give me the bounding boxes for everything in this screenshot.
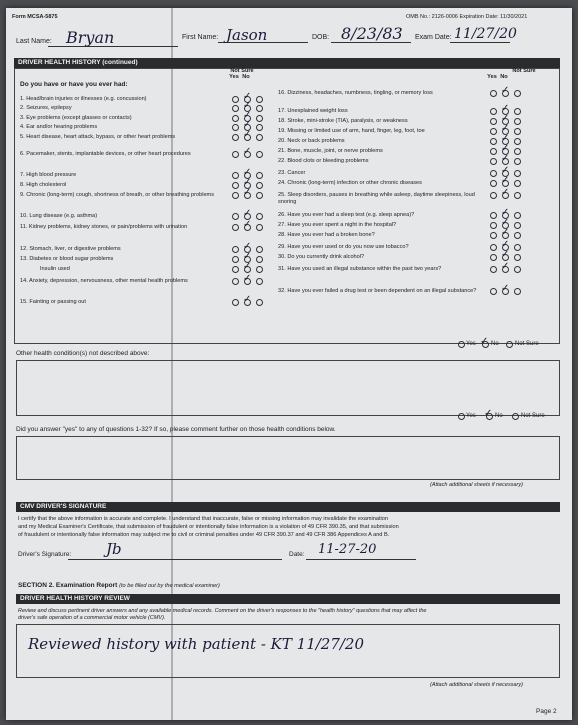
left-q14-check: ✓ bbox=[243, 261, 252, 272]
section2-subtitle: (to be filled out by the medical examiner) bbox=[119, 583, 220, 589]
comment-field[interactable] bbox=[16, 436, 560, 480]
other-conditions-field[interactable] bbox=[16, 360, 560, 416]
right-q20-not-sure-radio[interactable] bbox=[514, 138, 521, 145]
left-question-1: 1. Head/brain injuries or illnesses (e.g. concussion) bbox=[20, 96, 147, 102]
right-q25-not-sure-radio[interactable] bbox=[514, 192, 521, 199]
other-yes-radio[interactable] bbox=[458, 341, 465, 348]
right-question-28: 28. Have you ever had a broken bone? bbox=[278, 232, 375, 238]
right-q19-not-sure-radio[interactable] bbox=[514, 128, 521, 135]
right-question-30: 30. Do you currently drink alcohol? bbox=[278, 254, 365, 260]
right-q23-yes-radio[interactable] bbox=[490, 170, 497, 177]
right-q29-check: ✓ bbox=[501, 239, 510, 250]
left-q5-yes-radio[interactable] bbox=[232, 134, 239, 141]
right-q31-not-sure-radio[interactable] bbox=[514, 266, 521, 273]
left-q1-yes-radio[interactable] bbox=[232, 96, 239, 103]
left-q15-check: ✓ bbox=[243, 273, 252, 284]
right-question-16: 16. Dizziness, headaches, numbness, tingling, or memory loss bbox=[278, 90, 433, 96]
left-q6-check: ✓ bbox=[243, 146, 252, 157]
right-q23-check: ✓ bbox=[501, 165, 510, 176]
right-q25-yes-radio[interactable] bbox=[490, 192, 497, 199]
left-q4-yes-radio[interactable] bbox=[232, 124, 239, 131]
right-question-25: 25. Sleep disorders, pauses in breathing while asleep, daytime sleepiness, loud snoring bbox=[278, 192, 475, 205]
right-q18-not-sure-radio[interactable] bbox=[514, 118, 521, 125]
left-q3-not-sure-radio[interactable] bbox=[256, 115, 263, 122]
left-q7-check: ✓ bbox=[243, 167, 252, 178]
right-q22-not-sure-radio[interactable] bbox=[514, 158, 521, 165]
left-question-13: 13. Diabetes or blood sugar problems bbox=[20, 256, 114, 262]
right-q32-not-sure-radio[interactable] bbox=[514, 288, 521, 295]
dob-label: DOB: bbox=[312, 34, 330, 41]
left-q7-not-sure-radio[interactable] bbox=[256, 172, 263, 179]
health-history-title: DRIVER HEALTH HISTORY (continued) bbox=[14, 58, 560, 68]
form-id: Form MCSA-5875 bbox=[12, 14, 58, 20]
right-q20-yes-radio[interactable] bbox=[490, 138, 497, 145]
left-q8-not-sure-radio[interactable] bbox=[256, 182, 263, 189]
other-conditions-label: Other health condition(s) not described above: bbox=[16, 350, 150, 357]
comment-question-label: Did you answer "yes" to any of questions 1-32? If so, please comment further on those health conditions below. bbox=[16, 426, 336, 433]
right-q16-check: ✓ bbox=[501, 85, 510, 96]
page-number: Page 2 bbox=[536, 708, 557, 715]
right-yes-head: Yes bbox=[487, 74, 497, 80]
left-q15-not-sure-radio[interactable] bbox=[256, 278, 263, 285]
right-question-29: 29. Have you ever used or do you now use tobacco? bbox=[278, 244, 409, 250]
dob-value[interactable]: 8/23/83 bbox=[341, 24, 403, 43]
review-comment-value[interactable]: Reviewed history with patient - KT 11/27/20 bbox=[28, 635, 365, 653]
left-q11-yes-radio[interactable] bbox=[232, 224, 239, 231]
last-name-label: Last Name: bbox=[16, 38, 52, 45]
exam-date-line bbox=[450, 42, 510, 43]
right-question-22: 22. Blood clots or bleeding problems bbox=[278, 158, 369, 164]
exam-date-value[interactable]: 11/27/20 bbox=[454, 26, 517, 42]
left-question-7: 7. High blood pressure bbox=[20, 172, 77, 178]
left-question-12: 12. Stomach, liver, or digestive problems bbox=[20, 246, 121, 252]
review-attach-note: (Attach additional sheets if necessary) bbox=[430, 682, 523, 688]
section2-title bbox=[18, 582, 220, 589]
left-q12-check: ✓ bbox=[243, 241, 252, 252]
left-q6-yes-radio[interactable] bbox=[232, 151, 239, 158]
left-q12-not-sure-radio[interactable] bbox=[256, 246, 263, 253]
certify-line-2: and my Medical Examiner's Certificate, that submission of fraudulent or intentionally false information is a violation of 49 CFR 390.35, and that submission bbox=[18, 524, 399, 530]
left-yes-head: Yes bbox=[229, 74, 239, 80]
left-q8-check: ✓ bbox=[243, 177, 252, 188]
comment-attach-note: (Attach additional sheets if necessary) bbox=[430, 482, 523, 488]
left-q5-check: ✓ bbox=[243, 129, 252, 140]
left-q9-check: ✓ bbox=[243, 187, 252, 198]
right-q16-yes-radio[interactable] bbox=[490, 90, 497, 97]
left-question-4: 4. Ear and/or hearing problems bbox=[20, 124, 98, 130]
right-q21-check: ✓ bbox=[501, 143, 510, 154]
right-q29-yes-radio[interactable] bbox=[490, 244, 497, 251]
right-q30-check: ✓ bbox=[501, 249, 510, 260]
driver-signature-label: Driver's Signature: bbox=[18, 551, 72, 558]
left-no-head: No bbox=[242, 74, 250, 80]
right-question-24: 24. Chronic (long-term) infection or other chronic diseases bbox=[278, 180, 422, 186]
right-q23-not-sure-radio[interactable] bbox=[514, 170, 521, 177]
other-yes-label: Yes bbox=[466, 341, 476, 347]
left-q1-check: ✓ bbox=[243, 91, 252, 102]
comment-yes-radio[interactable] bbox=[458, 413, 465, 420]
right-q28-yes-radio[interactable] bbox=[490, 232, 497, 239]
right-q31-check: ✓ bbox=[501, 261, 510, 272]
left-question-14: Insulin used bbox=[40, 266, 70, 272]
left-q2-yes-radio[interactable] bbox=[232, 105, 239, 112]
signature-title: CMV DRIVER'S SIGNATURE bbox=[16, 502, 560, 512]
left-q16-check: ✓ bbox=[243, 294, 252, 305]
left-q10-yes-radio[interactable] bbox=[232, 213, 239, 220]
right-q18-yes-radio[interactable] bbox=[490, 118, 497, 125]
right-q28-not-sure-radio[interactable] bbox=[514, 232, 521, 239]
other-not-sure-label: Not Sure bbox=[515, 341, 539, 347]
left-q9-not-sure-radio[interactable] bbox=[256, 192, 263, 199]
signature-date-label: Date: bbox=[289, 551, 305, 558]
right-no-head: No bbox=[500, 74, 508, 80]
certify-line-3: of fraudulent or intentionally false information may subject me to civil or criminal penalties under 49 CFR 390.37 and 49 CFR 386 Appendices A and B. bbox=[18, 532, 390, 538]
right-q17-not-sure-radio[interactable] bbox=[514, 108, 521, 115]
right-question-32: 32. Have you ever failed a drug test or been dependent on an illegal substance? bbox=[278, 288, 477, 294]
left-not-sure-head: Not Sure bbox=[230, 68, 254, 74]
right-q31-yes-radio[interactable] bbox=[490, 266, 497, 273]
right-not-sure-head: Not Sure bbox=[512, 68, 536, 74]
right-q18-check: ✓ bbox=[501, 113, 510, 124]
left-question-9: 9. Chronic (long-term) cough, shortness of breath, or other breathing problems bbox=[20, 192, 215, 198]
left-q2-not-sure-radio[interactable] bbox=[256, 105, 263, 112]
review-title: DRIVER HEALTH HISTORY REVIEW bbox=[16, 594, 560, 604]
right-q25-check: ✓ bbox=[501, 187, 510, 198]
other-no-check: ✓ bbox=[480, 336, 489, 347]
left-q14-not-sure-radio[interactable] bbox=[256, 266, 263, 273]
right-q22-check: ✓ bbox=[501, 153, 510, 164]
left-question-3: 3. Eye problems (except glasses or contacts) bbox=[20, 115, 132, 121]
left-q13-yes-radio[interactable] bbox=[232, 256, 239, 263]
right-q26-check: ✓ bbox=[501, 207, 510, 218]
left-q11-not-sure-radio[interactable] bbox=[256, 224, 263, 231]
right-q28-check: ✓ bbox=[501, 227, 510, 238]
exam-date-label: Exam Date: bbox=[415, 34, 452, 41]
right-question-21: 21. Bone, muscle, joint, or nerve problems bbox=[278, 148, 383, 154]
comment-not-sure-label: Not Sure bbox=[521, 413, 545, 419]
comment-not-sure-radio[interactable] bbox=[512, 413, 519, 420]
left-q13-check: ✓ bbox=[243, 251, 252, 262]
left-q9-yes-radio[interactable] bbox=[232, 192, 239, 199]
left-q15-yes-radio[interactable] bbox=[232, 278, 239, 285]
driver-signature-line bbox=[68, 559, 282, 560]
left-q3-check: ✓ bbox=[243, 110, 252, 121]
right-q22-yes-radio[interactable] bbox=[490, 158, 497, 165]
other-no-label: No bbox=[491, 341, 499, 347]
comment-no-check: ✓ bbox=[484, 408, 493, 419]
left-q11-check: ✓ bbox=[243, 219, 252, 230]
right-q17-check: ✓ bbox=[501, 103, 510, 114]
right-question-26: 26. Have you ever had a sleep test (e.g. sleep apnea)? bbox=[278, 212, 415, 218]
left-q1-not-sure-radio[interactable] bbox=[256, 96, 263, 103]
right-q19-yes-radio[interactable] bbox=[490, 128, 497, 135]
left-q3-yes-radio[interactable] bbox=[232, 115, 239, 122]
left-q4-not-sure-radio[interactable] bbox=[256, 124, 263, 131]
right-q17-yes-radio[interactable] bbox=[490, 108, 497, 115]
left-question-8: 8. High cholesterol bbox=[20, 182, 67, 188]
right-question-20: 20. Neck or back problems bbox=[278, 138, 345, 144]
right-q20-check: ✓ bbox=[501, 133, 510, 144]
signature-date-line bbox=[306, 559, 416, 560]
right-q29-not-sure-radio[interactable] bbox=[514, 244, 521, 251]
left-q10-not-sure-radio[interactable] bbox=[256, 213, 263, 220]
right-q26-yes-radio[interactable] bbox=[490, 212, 497, 219]
left-question-11: 11. Kidney problems, kidney stones, or pain/problems with urination bbox=[20, 224, 188, 230]
right-q24-not-sure-radio[interactable] bbox=[514, 180, 521, 187]
right-q24-check: ✓ bbox=[501, 175, 510, 186]
left-q7-yes-radio[interactable] bbox=[232, 172, 239, 179]
left-q5-not-sure-radio[interactable] bbox=[256, 134, 263, 141]
comment-no-label: No bbox=[495, 413, 503, 419]
first-name-value[interactable]: Jason bbox=[226, 26, 268, 44]
left-q4-check: ✓ bbox=[243, 119, 252, 130]
right-q21-not-sure-radio[interactable] bbox=[514, 148, 521, 155]
right-q32-check: ✓ bbox=[501, 283, 510, 294]
left-q10-check: ✓ bbox=[243, 208, 252, 219]
right-q24-yes-radio[interactable] bbox=[490, 180, 497, 187]
right-q16-not-sure-radio[interactable] bbox=[514, 90, 521, 97]
form-page bbox=[6, 8, 572, 720]
left-q8-yes-radio[interactable] bbox=[232, 182, 239, 189]
right-q19-check: ✓ bbox=[501, 123, 510, 134]
first-name-label: First Name: bbox=[182, 34, 219, 41]
signature-date-value[interactable]: 11-27-20 bbox=[318, 542, 377, 557]
section2-title-text: SECTION 2. Examination Report bbox=[18, 582, 118, 589]
left-q16-not-sure-radio[interactable] bbox=[256, 299, 263, 306]
right-question-19: 19. Missing or limited use of arm, hand, finger, leg, foot, toe bbox=[278, 128, 425, 134]
left-question-5: 5. Heart disease, heart attack, bypass, or other heart problems bbox=[20, 134, 176, 140]
right-q30-not-sure-radio[interactable] bbox=[514, 254, 521, 261]
other-not-sure-radio[interactable] bbox=[506, 341, 513, 348]
left-question-16: 15. Fainting or passing out bbox=[20, 299, 86, 305]
left-q13-not-sure-radio[interactable] bbox=[256, 256, 263, 263]
right-q27-yes-radio[interactable] bbox=[490, 222, 497, 229]
right-q27-not-sure-radio[interactable] bbox=[514, 222, 521, 229]
comment-yes-label: Yes bbox=[466, 413, 476, 419]
right-question-31: 31. Have you used an illegal substance within the past two years? bbox=[278, 266, 442, 272]
left-q16-yes-radio[interactable] bbox=[232, 299, 239, 306]
left-q14-yes-radio[interactable] bbox=[232, 266, 239, 273]
left-q2-check: ✓ bbox=[243, 100, 252, 111]
certify-line-1: I certify that the above information is accurate and complete. I understand that inaccurate, false or missing information may invalidate the examination bbox=[18, 516, 389, 522]
left-question-10: 10. Lung disease (e.g. asthma) bbox=[20, 213, 98, 219]
right-question-27: 27. Have you ever spent a night in the hospital? bbox=[278, 222, 397, 228]
left-q6-not-sure-radio[interactable] bbox=[256, 151, 263, 158]
last-name-value[interactable]: Bryan bbox=[66, 28, 115, 47]
driver-signature-value[interactable]: Jb bbox=[106, 540, 122, 558]
right-q27-check: ✓ bbox=[501, 217, 510, 228]
health-history-prompt: Do you have or have you ever had: bbox=[20, 81, 128, 88]
right-q32-yes-radio[interactable] bbox=[490, 288, 497, 295]
left-q12-yes-radio[interactable] bbox=[232, 246, 239, 253]
right-q26-not-sure-radio[interactable] bbox=[514, 212, 521, 219]
review-instructions-2: driver's safe operation of a commercial motor vehicle (CMV). bbox=[18, 615, 166, 621]
right-question-23: 23. Cancer bbox=[278, 170, 306, 176]
omb-number: OMB No.: 2126-0006 Expiration Date: 11/30/2021 bbox=[406, 14, 528, 20]
left-question-15: 14. Anxiety, depression, nervousness, other mental health problems bbox=[20, 278, 188, 284]
left-question-6: 6. Pacemaker, stents, implantable devices, or other heart procedures bbox=[20, 151, 191, 157]
right-q30-yes-radio[interactable] bbox=[490, 254, 497, 261]
right-question-17: 17. Unexplained weight loss bbox=[278, 108, 348, 114]
right-question-18: 18. Stroke, mini-stroke (TIA), paralysis, or weakness bbox=[278, 118, 408, 124]
review-instructions-1: Review and discuss pertinent driver answers and any available medical records. Comment on the driver's responses to the "health history" questions that may affect the bbox=[18, 608, 427, 614]
left-question-2: 2. Seizures, epilepsy bbox=[20, 105, 72, 111]
right-q21-yes-radio[interactable] bbox=[490, 148, 497, 155]
